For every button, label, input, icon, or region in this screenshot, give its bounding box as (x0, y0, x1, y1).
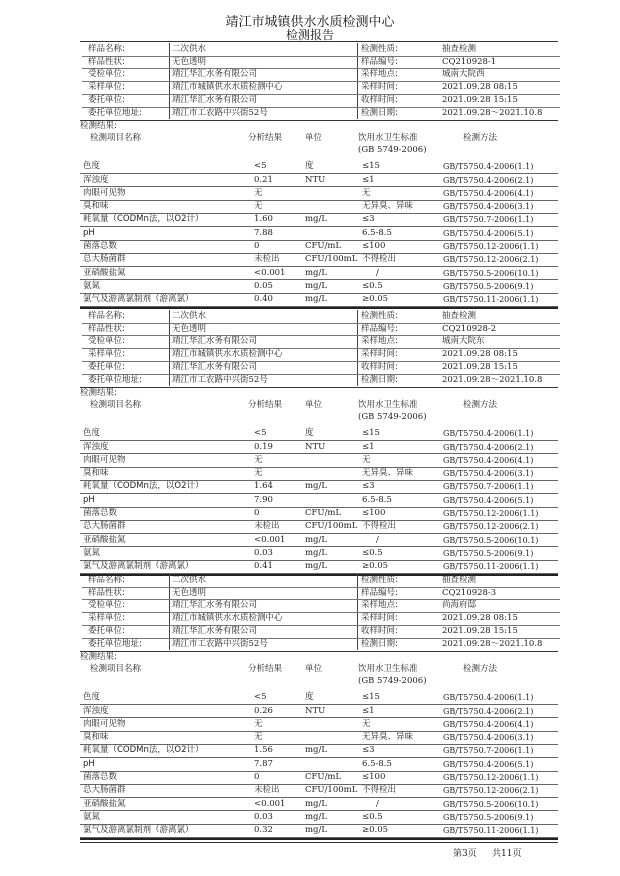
result-method: GB/T5750.4-2006(4.1) (443, 719, 534, 729)
result-unit: mg/L (305, 294, 328, 305)
result-value: 无 (254, 187, 263, 198)
result-unit: mg/L (305, 534, 328, 545)
result-item-name: 总大肠菌群 (83, 521, 126, 532)
sampling-time-label: 采样时间: (361, 613, 398, 624)
result-value: 1.56 (254, 745, 273, 756)
result-item-name: 耗氧量（CODMn法，以O2计） (83, 745, 204, 756)
result-standard: 无异臭、异味 (362, 468, 414, 479)
col-header-method: 检测方法 (463, 400, 498, 411)
sample-nature-label: 样品性状: (88, 56, 125, 67)
result-value: 0.03 (254, 547, 273, 558)
result-standard: ≤100 (362, 241, 386, 251)
test-unit-label: 受检单位: (88, 69, 125, 80)
result-value: 0 (254, 508, 260, 518)
result-item-name: 氨氮 (83, 280, 101, 291)
col-header-unit: 单位 (305, 664, 323, 675)
sample-nature-label: 样品性状: (88, 587, 125, 598)
result-method: GB/T5750.11-2006(1.1) (443, 826, 539, 836)
entrust-address-value: 靖江市工农路中兴街52号 (172, 107, 268, 118)
result-standard: ≤3 (362, 481, 375, 492)
result-value: 1.60 (254, 214, 273, 225)
result-standard: ≤3 (362, 745, 375, 756)
col-header-standard: 饮用水卫生标准 (358, 400, 418, 411)
sampling-unit-value: 靖江市城镇供水水质检测中心 (172, 82, 283, 93)
result-item-name: 亚硝酸盐氮 (83, 534, 126, 545)
result-unit: NTU (305, 441, 326, 452)
result-value: 无 (254, 468, 263, 479)
sample-section (0, 310, 620, 577)
result-item-name: 菌落总数 (83, 508, 118, 518)
result-item-name: 氯气及游离氯制剂（游离氯） (83, 825, 194, 836)
result-value: 1.64 (254, 481, 273, 492)
result-unit: 度 (305, 692, 314, 703)
sampling-unit-label: 采样单位: (88, 349, 125, 360)
result-item-name: 耗氧量（CODMn法，以O2计） (83, 481, 204, 492)
footer-rule (80, 842, 558, 843)
col-header-method: 检测方法 (463, 133, 498, 144)
result-value: 0.40 (254, 294, 273, 305)
test-date-label: 检测日期: (361, 107, 398, 118)
result-item-name: 氯气及游离氯制剂（游离氯） (83, 561, 194, 572)
col-header-method: 检测方法 (463, 664, 498, 675)
result-value: <0.001 (254, 267, 286, 278)
result-item-name: 总大肠菌群 (83, 785, 126, 796)
entrust-unit-label: 委托单位: (88, 94, 125, 105)
result-standard: 无异臭、异味 (362, 201, 414, 212)
result-standard: 6.5-8.5 (362, 758, 392, 769)
test-date-value: 2021.09.28～2021.10.8 (442, 638, 543, 649)
entrust-address-value: 靖江市工农路中兴街52号 (172, 638, 268, 649)
sampling-time-label: 采样时间: (361, 349, 398, 360)
sample-section (0, 574, 620, 840)
result-method: GB/T5750.4-2006(3.1) (443, 733, 534, 743)
entrust-unit-value: 靖江华汇水务有限公司 (172, 361, 258, 372)
report-org-title: 靖江市城镇供水水质检测中心 (225, 15, 395, 30)
result-item-name: 浑浊度 (83, 705, 109, 716)
receive-time-label: 收样时间: (361, 625, 398, 636)
test-nature-value: 抽查检测 (442, 311, 477, 321)
result-value: 未检出 (254, 254, 280, 265)
sampling-place-value: 城南大院西 (442, 69, 485, 80)
result-method: GB/T5750.4-2006(2.1) (443, 706, 534, 716)
result-unit: CFU/100mL (305, 785, 358, 796)
entrust-unit-label: 委托单位: (88, 361, 125, 372)
result-value: 无 (254, 718, 263, 729)
result-method: GB/T5750.4-2006(3.1) (443, 469, 534, 479)
result-value: 0.26 (254, 705, 273, 716)
page-number: 第3页 (453, 849, 477, 859)
sample-name-label: 样品名称: (88, 575, 125, 585)
info-block-rule (80, 120, 558, 121)
header-rule (80, 41, 558, 42)
result-standard: / (376, 267, 379, 278)
result-value: 0.03 (254, 811, 273, 822)
page-total: 共11页 (492, 849, 522, 859)
test-unit-label: 受检单位: (88, 600, 125, 611)
result-item-name: 氨氮 (83, 547, 101, 558)
col-header-standard: 饮用水卫生标准 (358, 664, 418, 675)
result-standard: ≤0.5 (362, 811, 383, 822)
result-unit: CFU/mL (305, 508, 342, 518)
col-header-standard-code: (GB 5749-2006) (358, 145, 427, 156)
result-method: GB/T5750.12-2006(2.1) (443, 522, 539, 532)
result-standard: 无 (362, 454, 371, 465)
result-unit: mg/L (305, 798, 328, 809)
result-item-name: 色度 (83, 428, 101, 439)
result-standard: ≤15 (362, 692, 380, 703)
col-header-item: 检测项目名称 (90, 133, 142, 144)
receive-time-value: 2021.09.28 15:15 (442, 94, 518, 105)
result-method: GB/T5750.5-2006(10.1) (443, 799, 539, 809)
result-method: GB/T5750.11-2006(1.1) (443, 562, 539, 572)
result-value: 0.32 (254, 825, 273, 836)
sample-nature-value: 无色透明 (172, 56, 207, 67)
result-value: <0.001 (254, 798, 286, 809)
test-date-label: 检测日期: (361, 374, 398, 385)
result-value: 0.05 (254, 280, 273, 291)
results-label: 检测结果: (80, 121, 117, 132)
result-standard: / (376, 798, 379, 809)
result-item-name: 菌落总数 (83, 772, 118, 782)
result-standard: / (376, 534, 379, 545)
test-unit-value: 靖江华汇水务有限公司 (172, 600, 258, 611)
result-method: GB/T5750.12-2006(1.1) (443, 242, 539, 251)
sampling-place-value: 城南大院东 (442, 336, 485, 347)
result-method: GB/T5750.4-2006(4.1) (443, 455, 534, 465)
result-value: 7.88 (254, 227, 273, 238)
col-header-item: 检测项目名称 (90, 400, 142, 411)
result-method: GB/T5750.4-2006(3.1) (443, 202, 534, 212)
result-value: 7.87 (254, 758, 273, 769)
result-value: 0 (254, 772, 260, 782)
result-item-name: 亚硝酸盐氮 (83, 267, 126, 278)
result-item-name: 耗氧量（CODMn法，以O2计） (83, 214, 204, 225)
sample-name-value: 二次供水 (172, 311, 207, 321)
test-nature-value: 抽查检测 (442, 575, 477, 585)
result-standard: 无异臭、异味 (362, 732, 414, 743)
test-unit-value: 靖江华汇水务有限公司 (172, 69, 258, 80)
receive-time-label: 收样时间: (361, 361, 398, 372)
result-standard: ≤1 (362, 441, 375, 452)
col-header-unit: 单位 (305, 133, 323, 144)
result-unit: mg/L (305, 267, 328, 278)
result-unit: mg/L (305, 825, 328, 836)
sample-name-value: 二次供水 (172, 575, 207, 585)
result-unit: mg/L (305, 481, 328, 492)
result-method: GB/T5750.5-2006(9.1) (443, 281, 534, 291)
result-item-name: 色度 (83, 161, 101, 172)
sampling-unit-value: 靖江市城镇供水水质检测中心 (172, 349, 283, 360)
col-header-result: 分析结果 (248, 133, 283, 144)
result-standard: 不得检出 (362, 254, 397, 265)
sample-nature-value: 无色透明 (172, 587, 207, 598)
result-method: GB/T5750.4-2006(5.1) (443, 495, 534, 505)
sampling-unit-label: 采样单位: (88, 613, 125, 624)
result-value: 0.21 (254, 174, 273, 185)
info-block-rule (80, 387, 558, 388)
result-unit: mg/L (305, 745, 328, 756)
result-standard: 无 (362, 718, 371, 729)
result-value: <5 (254, 692, 267, 703)
test-date-value: 2021.09.28～2021.10.8 (442, 107, 543, 118)
result-method: GB/T5750.4-2006(5.1) (443, 228, 534, 238)
result-method: GB/T5750.12-2006(2.1) (443, 786, 539, 796)
result-unit: mg/L (305, 561, 328, 572)
test-unit-label: 受检单位: (88, 336, 125, 347)
test-date-label: 检测日期: (361, 638, 398, 649)
test-nature-label: 检测性质: (361, 575, 398, 585)
sample-number-label: 样品编号: (361, 323, 398, 334)
results-label: 检测结果: (80, 652, 117, 663)
result-method: GB/T5750.4-2006(1.1) (443, 429, 534, 439)
result-standard: ≤1 (362, 705, 375, 716)
result-standard: ≤3 (362, 214, 375, 225)
result-standard: ≤0.5 (362, 547, 383, 558)
sampling-time-label: 采样时间: (361, 82, 398, 93)
result-item-name: 浑浊度 (83, 174, 109, 185)
result-unit: mg/L (305, 214, 328, 225)
result-standard: 不得检出 (362, 521, 397, 532)
result-item-name: 肉眼可见物 (83, 718, 126, 729)
sample-number-value: CQ210928-1 (442, 56, 497, 67)
col-header-standard-code: (GB 5749-2006) (358, 676, 427, 687)
result-method: GB/T5750.7-2006(1.1) (443, 746, 534, 756)
result-value: <5 (254, 428, 267, 439)
sample-nature-value: 无色透明 (172, 323, 207, 334)
result-item-name: pH (83, 758, 95, 769)
result-value: <5 (254, 161, 267, 172)
receive-time-value: 2021.09.28 15:15 (442, 361, 518, 372)
result-method: GB/T5750.7-2006(1.1) (443, 215, 534, 225)
info-row-rule (82, 68, 560, 69)
result-unit: mg/L (305, 811, 328, 822)
result-method: GB/T5750.12-2006(1.1) (443, 773, 539, 782)
sample-name-label: 样品名称: (88, 44, 125, 54)
results-label: 检测结果: (80, 388, 117, 399)
sample-number-label: 样品编号: (361, 56, 398, 67)
sampling-unit-value: 靖江市城镇供水水质检测中心 (172, 613, 283, 624)
result-item-name: 肉眼可见物 (83, 454, 126, 465)
result-method: GB/T5750.4-2006(5.1) (443, 759, 534, 769)
sampling-time-value: 2021.09.28 08:15 (442, 82, 518, 93)
sampling-place-label: 采样地点: (361, 336, 398, 347)
result-item-name: 臭和味 (83, 732, 109, 743)
result-item-name: 臭和味 (83, 468, 109, 479)
result-standard: ≤100 (362, 508, 386, 518)
result-unit: mg/L (305, 280, 328, 291)
entrust-address-label: 委托单位地址: (88, 638, 142, 649)
result-unit: CFU/100mL (305, 521, 358, 532)
result-item-name: 总大肠菌群 (83, 254, 126, 265)
result-standard: ≤100 (362, 772, 386, 782)
test-date-value: 2021.09.28～2021.10.8 (442, 374, 543, 385)
result-unit: CFU/mL (305, 772, 342, 782)
result-value: 未检出 (254, 521, 280, 532)
result-standard: 无 (362, 187, 371, 198)
result-unit: NTU (305, 174, 326, 185)
result-standard: ≥0.05 (362, 561, 389, 572)
result-method: GB/T5750.5-2006(10.1) (443, 535, 539, 545)
result-method: GB/T5750.5-2006(10.1) (443, 268, 539, 278)
result-unit: mg/L (305, 547, 328, 558)
sample-nature-label: 样品性状: (88, 323, 125, 334)
sample-name-label: 样品名称: (88, 311, 125, 321)
entrust-unit-value: 靖江华汇水务有限公司 (172, 94, 258, 105)
sample-number-label: 样品编号: (361, 587, 398, 598)
result-value: <0.001 (254, 534, 286, 545)
result-method: GB/T5750.12-2006(2.1) (443, 255, 539, 265)
result-method: GB/T5750.5-2006(9.1) (443, 548, 534, 558)
result-value: 无 (254, 732, 263, 743)
test-unit-value: 靖江华汇水务有限公司 (172, 336, 258, 347)
sample-name-value: 二次供水 (172, 44, 207, 54)
result-method: GB/T5750.4-2006(1.1) (443, 162, 534, 172)
sampling-place-label: 采样地点: (361, 69, 398, 80)
section-end-rule (80, 838, 558, 840)
result-unit: NTU (305, 705, 326, 716)
result-item-name: 氯气及游离氯制剂（游离氯） (83, 294, 194, 305)
result-item-name: 菌落总数 (83, 241, 118, 251)
result-unit: 度 (305, 428, 314, 439)
sampling-unit-label: 采样单位: (88, 82, 125, 93)
result-method: GB/T5750.11-2006(1.1) (443, 295, 539, 305)
result-standard: ≥0.05 (362, 294, 389, 305)
result-item-name: 臭和味 (83, 201, 109, 212)
result-item-name: 色度 (83, 692, 101, 703)
result-value: 0.41 (254, 561, 273, 572)
result-value: 0 (254, 241, 260, 251)
result-standard: ≤0.5 (362, 280, 383, 291)
col-header-unit: 单位 (305, 400, 323, 411)
result-unit: 度 (305, 161, 314, 172)
result-item-name: pH (83, 494, 95, 505)
entrust-address-label: 委托单位地址: (88, 374, 142, 385)
sample-number-value: CQ210928-2 (442, 323, 497, 334)
result-method: GB/T5750.7-2006(1.1) (443, 482, 534, 492)
sampling-time-value: 2021.09.28 08:15 (442, 349, 518, 360)
result-method: GB/T5750.5-2006(9.1) (443, 812, 534, 822)
test-nature-value: 抽查检测 (442, 44, 477, 54)
sampling-place-value: 尚海府邸 (442, 600, 477, 611)
receive-time-value: 2021.09.28 15:15 (442, 625, 518, 636)
col-header-result: 分析结果 (248, 664, 283, 675)
result-standard: 不得检出 (362, 785, 397, 796)
section-end-rule (80, 307, 558, 309)
entrust-address-value: 靖江市工农路中兴街52号 (172, 374, 268, 385)
test-nature-label: 检测性质: (361, 311, 398, 321)
sampling-time-value: 2021.09.28 08:15 (442, 613, 518, 624)
sampling-place-label: 采样地点: (361, 600, 398, 611)
result-value: 7.90 (254, 494, 273, 505)
result-standard: 6.5-8.5 (362, 494, 392, 505)
report-subtitle: 检测报告 (285, 28, 334, 42)
result-item-name: 氨氮 (83, 811, 101, 822)
info-row-rule (82, 335, 560, 336)
result-item-name: pH (83, 227, 95, 238)
entrust-unit-value: 靖江华汇水务有限公司 (172, 625, 258, 636)
result-method: GB/T5750.4-2006(1.1) (443, 693, 534, 703)
result-unit: CFU/100mL (305, 254, 358, 265)
test-nature-label: 检测性质: (361, 44, 398, 54)
info-row-rule (82, 599, 560, 600)
sample-section (0, 43, 620, 308)
result-value: 0.19 (254, 441, 273, 452)
result-standard: 6.5-8.5 (362, 227, 392, 238)
result-standard: ≥0.05 (362, 825, 389, 836)
col-header-item: 检测项目名称 (90, 664, 142, 675)
result-method: GB/T5750.4-2006(2.1) (443, 442, 534, 452)
result-value: 未检出 (254, 785, 280, 796)
result-standard: ≤15 (362, 428, 380, 439)
result-value: 无 (254, 201, 263, 212)
entrust-unit-label: 委托单位: (88, 625, 125, 636)
result-unit: CFU/mL (305, 241, 342, 251)
entrust-address-label: 委托单位地址: (88, 107, 142, 118)
result-standard: ≤15 (362, 161, 380, 172)
result-item-name: 浑浊度 (83, 441, 109, 452)
info-block-rule (80, 651, 558, 652)
result-item-name: 亚硝酸盐氮 (83, 798, 126, 809)
result-item-name: 肉眼可见物 (83, 187, 126, 198)
receive-time-label: 收样时间: (361, 94, 398, 105)
col-header-standard-code: (GB 5749-2006) (358, 412, 427, 423)
result-value: 无 (254, 454, 263, 465)
result-method: GB/T5750.4-2006(4.1) (443, 188, 534, 198)
col-header-standard: 饮用水卫生标准 (358, 133, 418, 144)
col-header-result: 分析结果 (248, 400, 283, 411)
sample-number-value: CQ210928-3 (442, 587, 497, 598)
result-standard: ≤1 (362, 174, 375, 185)
result-method: GB/T5750.4-2006(2.1) (443, 175, 534, 185)
result-method: GB/T5750.12-2006(1.1) (443, 509, 539, 518)
